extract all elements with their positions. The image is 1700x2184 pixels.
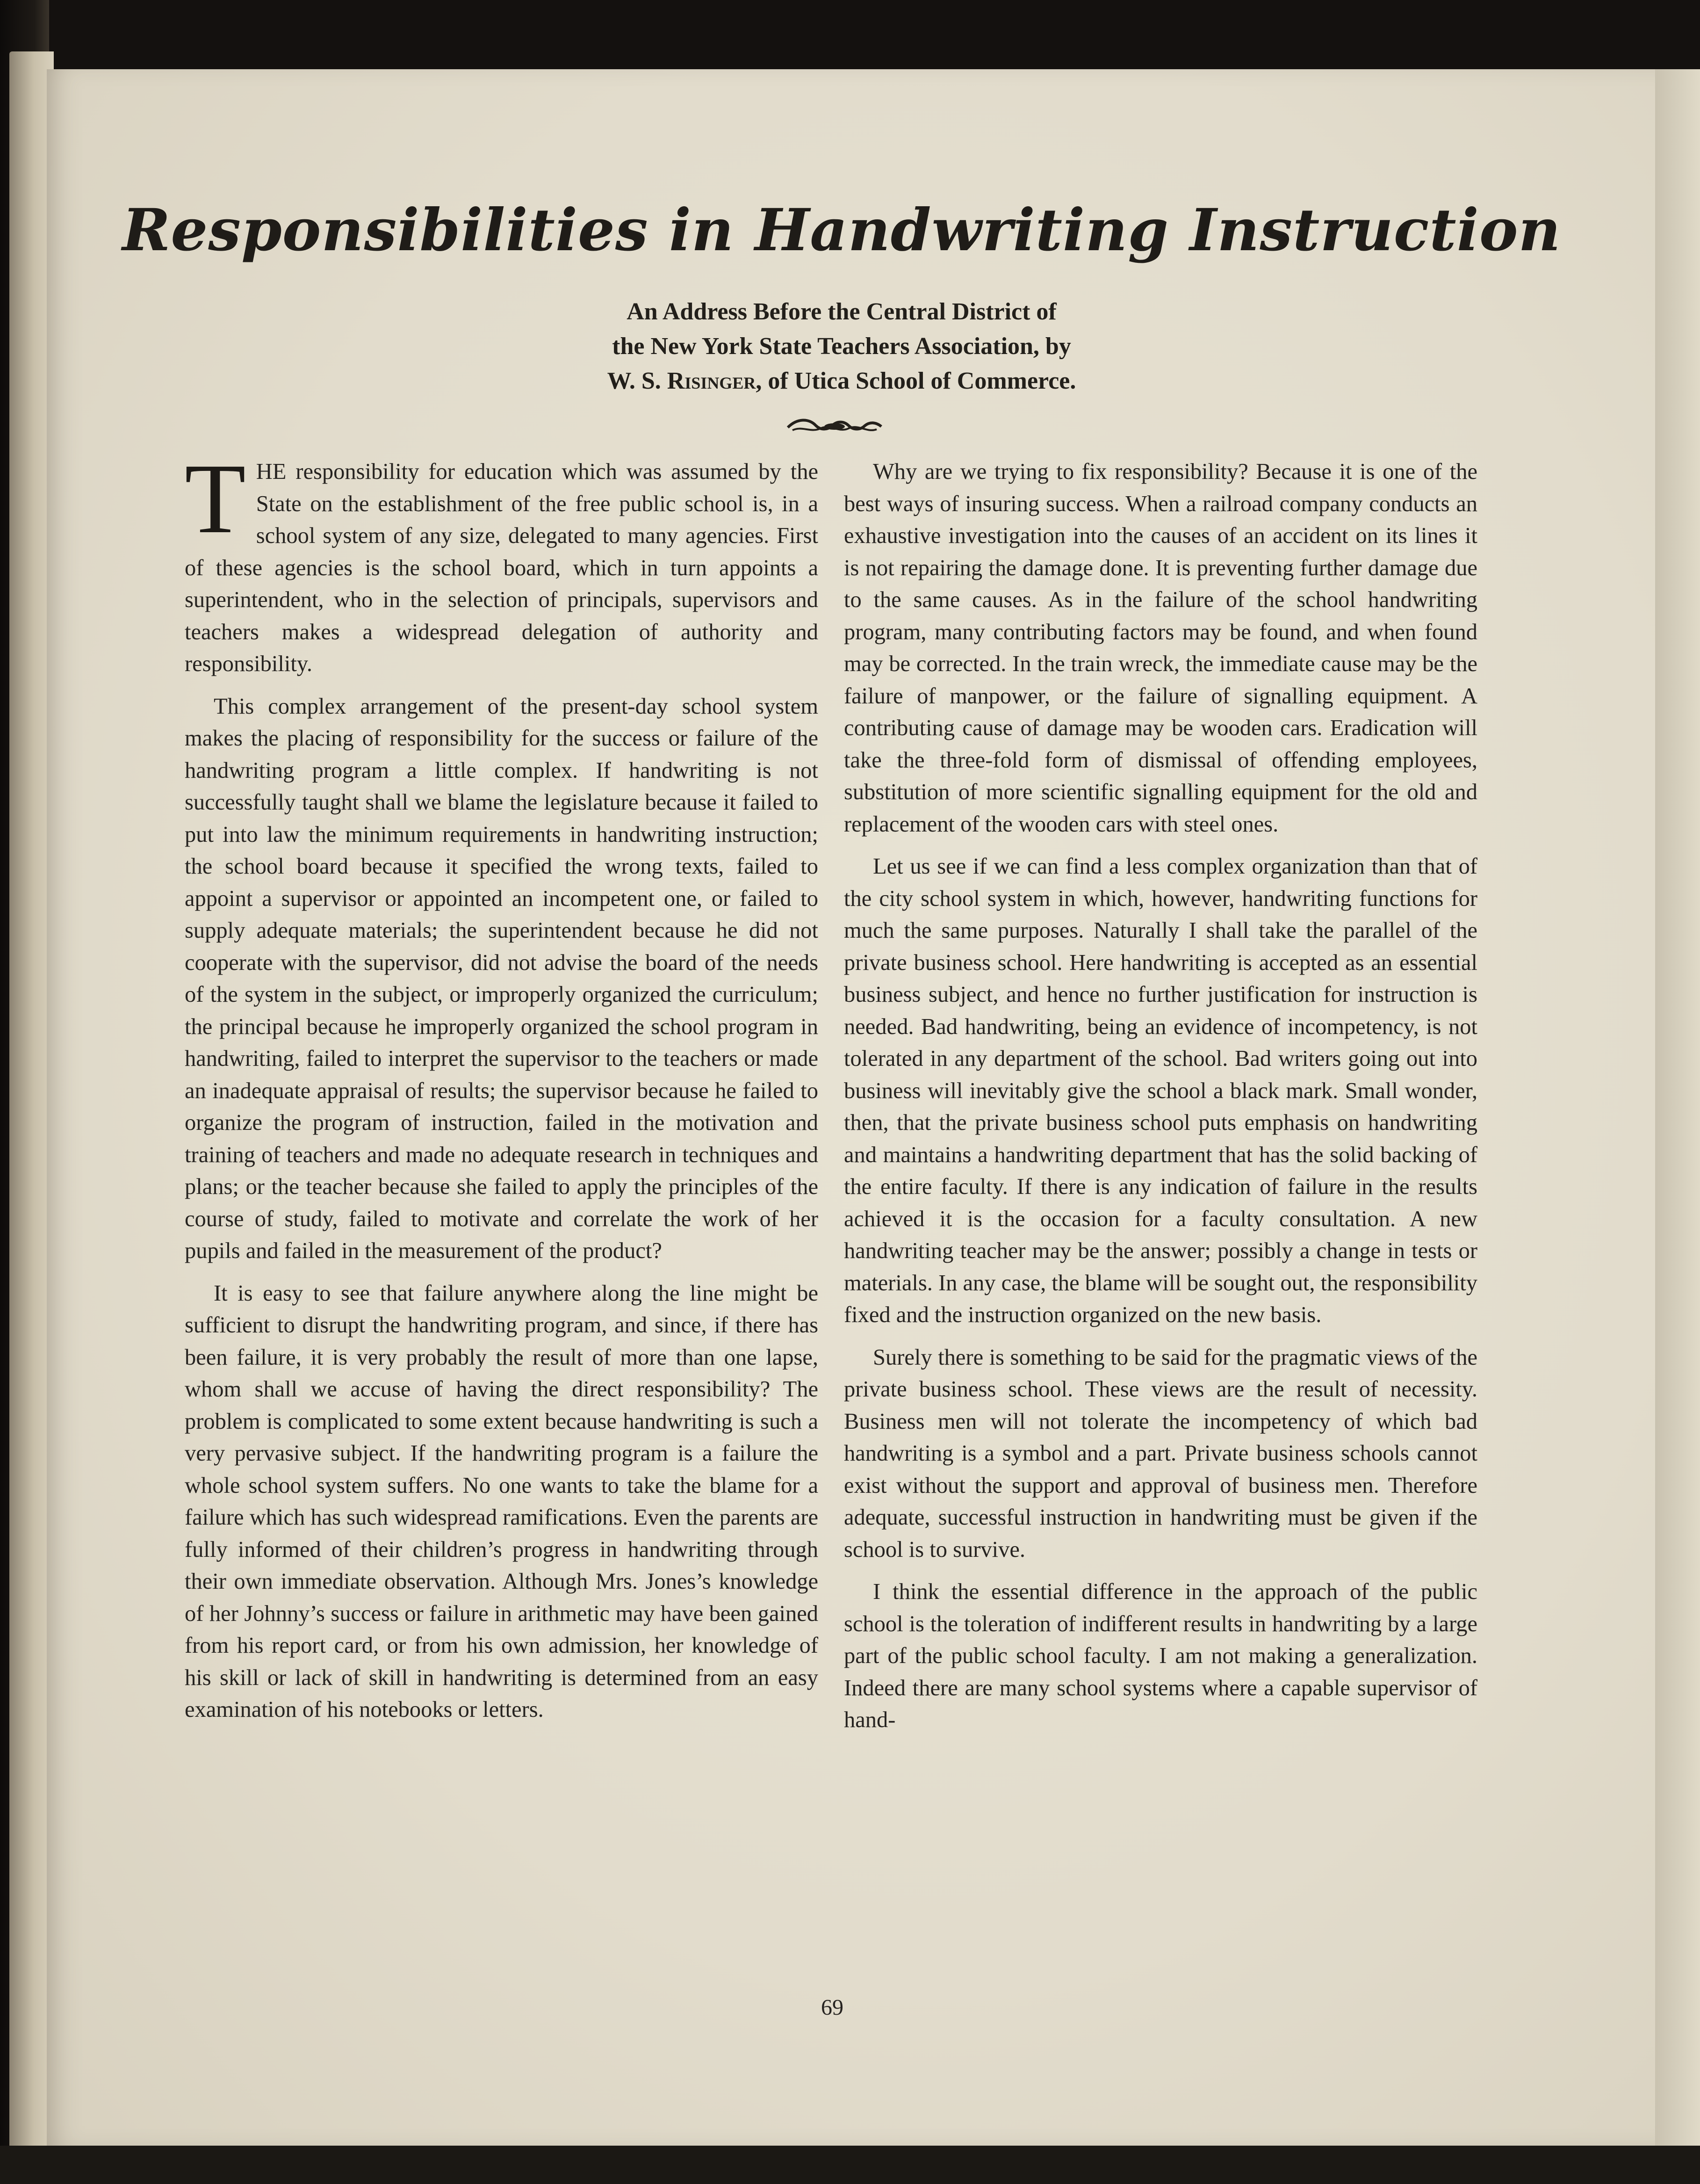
paragraph: Why are we trying to fix responsibility? Because it is one of the best ways of insuring success. When a railroad company conducts an exhaustive investigation into the causes of an accident on its lines it is not repairing the damage done. It is preventing further damage due to the same causes. As in the failure of the school handwriting program, many contributing factors may be found, and when found may be corrected. In the train wreck, the immediate cause may be the failure of manpower, or the failure of signalling equipment. A contributing cause of damage may be wooden cars. Eradication will take the three-fold form of dismissal of offending employees, substitution of more scientific signalling equipment for the old and replacement of the wooden cars with steel ones. xyxy=(844,459,1477,837)
paragraph: I think the essential difference in the approach of the public school is the toleration of indifferent results in handwriting by a large part of the public school faculty. I am not making a generalization. Indeed there are many school systems where a capable supervisor of hand- xyxy=(844,1579,1477,1732)
paragraph: Surely there is something to be said for the pragmatic views of the private business school. These views are the result of necessity. Business men will not tolerate the incompetency of which bad handwriting is a symbol and a part. Private business schools cannot exist without the support and approval of business men. Therefore adequate, successful instruction in handwriting must be given if the school is to survive. xyxy=(844,1345,1477,1562)
drop-cap: T xyxy=(185,443,246,554)
scan-background xyxy=(0,2146,1700,2184)
author-affiliation: , of Utica School of Commerce. xyxy=(756,368,1076,394)
paragraph-text: HE responsibility for education which was assumed by the State on the establishment of the free public school is, in a school system of any size, delegated to many agencies. First of these agencies is the school board, which in turn appoints a superintendent, who in the selection of principals, supervisors and teachers makes a widespread delegation of authority and responsibility. xyxy=(185,459,818,676)
paragraph: Let us see if we can find a less complex organization than that of the city school system in which, however, handwriting functions for much the same purposes. Naturally I shall take the parallel of the private business school. Here handwriting is accepted as an essential business subject, and hence no further justification for instruction is needed. Bad handwriting, being an evidence of incompetency, is not tolerated in any department of the school. Bad writers going out into business will inevitably give the school a black mark. Small wonder, then, that the private business school puts emphasis on handwriting and maintains a handwriting department that has the solid backing of the entire faculty. If there is any indication of failure in the results achieved it is the occasion for a faculty consultation. A new handwriting teacher may be the answer; possibly a change in tests or materials. In any case, the blame will be sought out, the responsibility fixed and the instruction organized on the new basis. xyxy=(844,854,1477,1327)
paragraph xyxy=(185,443,818,680)
page-number: 69 xyxy=(821,1995,843,2020)
subtitle-line-2: the New York State Teachers Association, by xyxy=(612,333,1071,360)
article-subtitle xyxy=(281,295,1403,398)
article-title: Responsibilities in Handwriting Instruction xyxy=(122,196,1561,264)
right-column xyxy=(844,456,1477,1747)
right-page-edge xyxy=(1655,69,1700,2146)
subtitle-line-1: An Address Before the Central District of xyxy=(627,298,1057,325)
paragraph: It is easy to see that failure anywhere along the line might be sufficient to disrupt the handwriting program, and since, if there has been failure, it is very probably the result of more than one lapse, whom shall we accuse of having the direct responsibility? The problem is complicated to some extent because handwriting is such a very pervasive subject. If the handwriting program is a failure the whole school system suffers. No one wants to take the blame for a failure which has such widespread ramifications. Even the parents are fully informed of their children’s progress in handwriting through their own immediate observation. Although Mrs. Jones’s knowledge of her Johnny’s success or failure in arithmetic may have been gained from his report card, or from his own admission, her knowledge of his skill or lack of skill in handwriting is determined from an easy examination of his notebooks or letters. xyxy=(185,1280,818,1722)
subtitle-line-3 xyxy=(281,364,1403,398)
scroll-ornament-icon xyxy=(783,412,886,440)
author-name: Risinger xyxy=(667,368,756,394)
left-column xyxy=(185,443,818,1736)
author-initials: W. S. xyxy=(607,368,667,394)
paragraph: This complex arrangement of the present-day school system makes the placing of responsibility for the success or failure of the handwriting program a little complex. If handwriting is not successfully taught shall we blame the legislature because it failed to put into law the minimum requirements in handwriting instruction; the school board because it specified the wrong texts, failed to appoint a supervisor or appointed an incompetent one, or failed to supply adequate materials; the superintendent because he did not cooperate with the supervisor, did not advise the board of the needs of the system in the subject, or improperly organized the curriculum; the principal because he improperly organized the school program in handwriting, failed to interpret the supervisor to the teachers or made an inadequate appraisal of results; the supervisor because he failed to organize the program of instruction, failed in the motivation and training of teachers and made no adequate research in techniques and plans; or the teacher because she failed to apply the principles of the course of study, failed to motivate and correlate the work of her pupils and failed in the measurement of the product? xyxy=(185,694,818,1263)
